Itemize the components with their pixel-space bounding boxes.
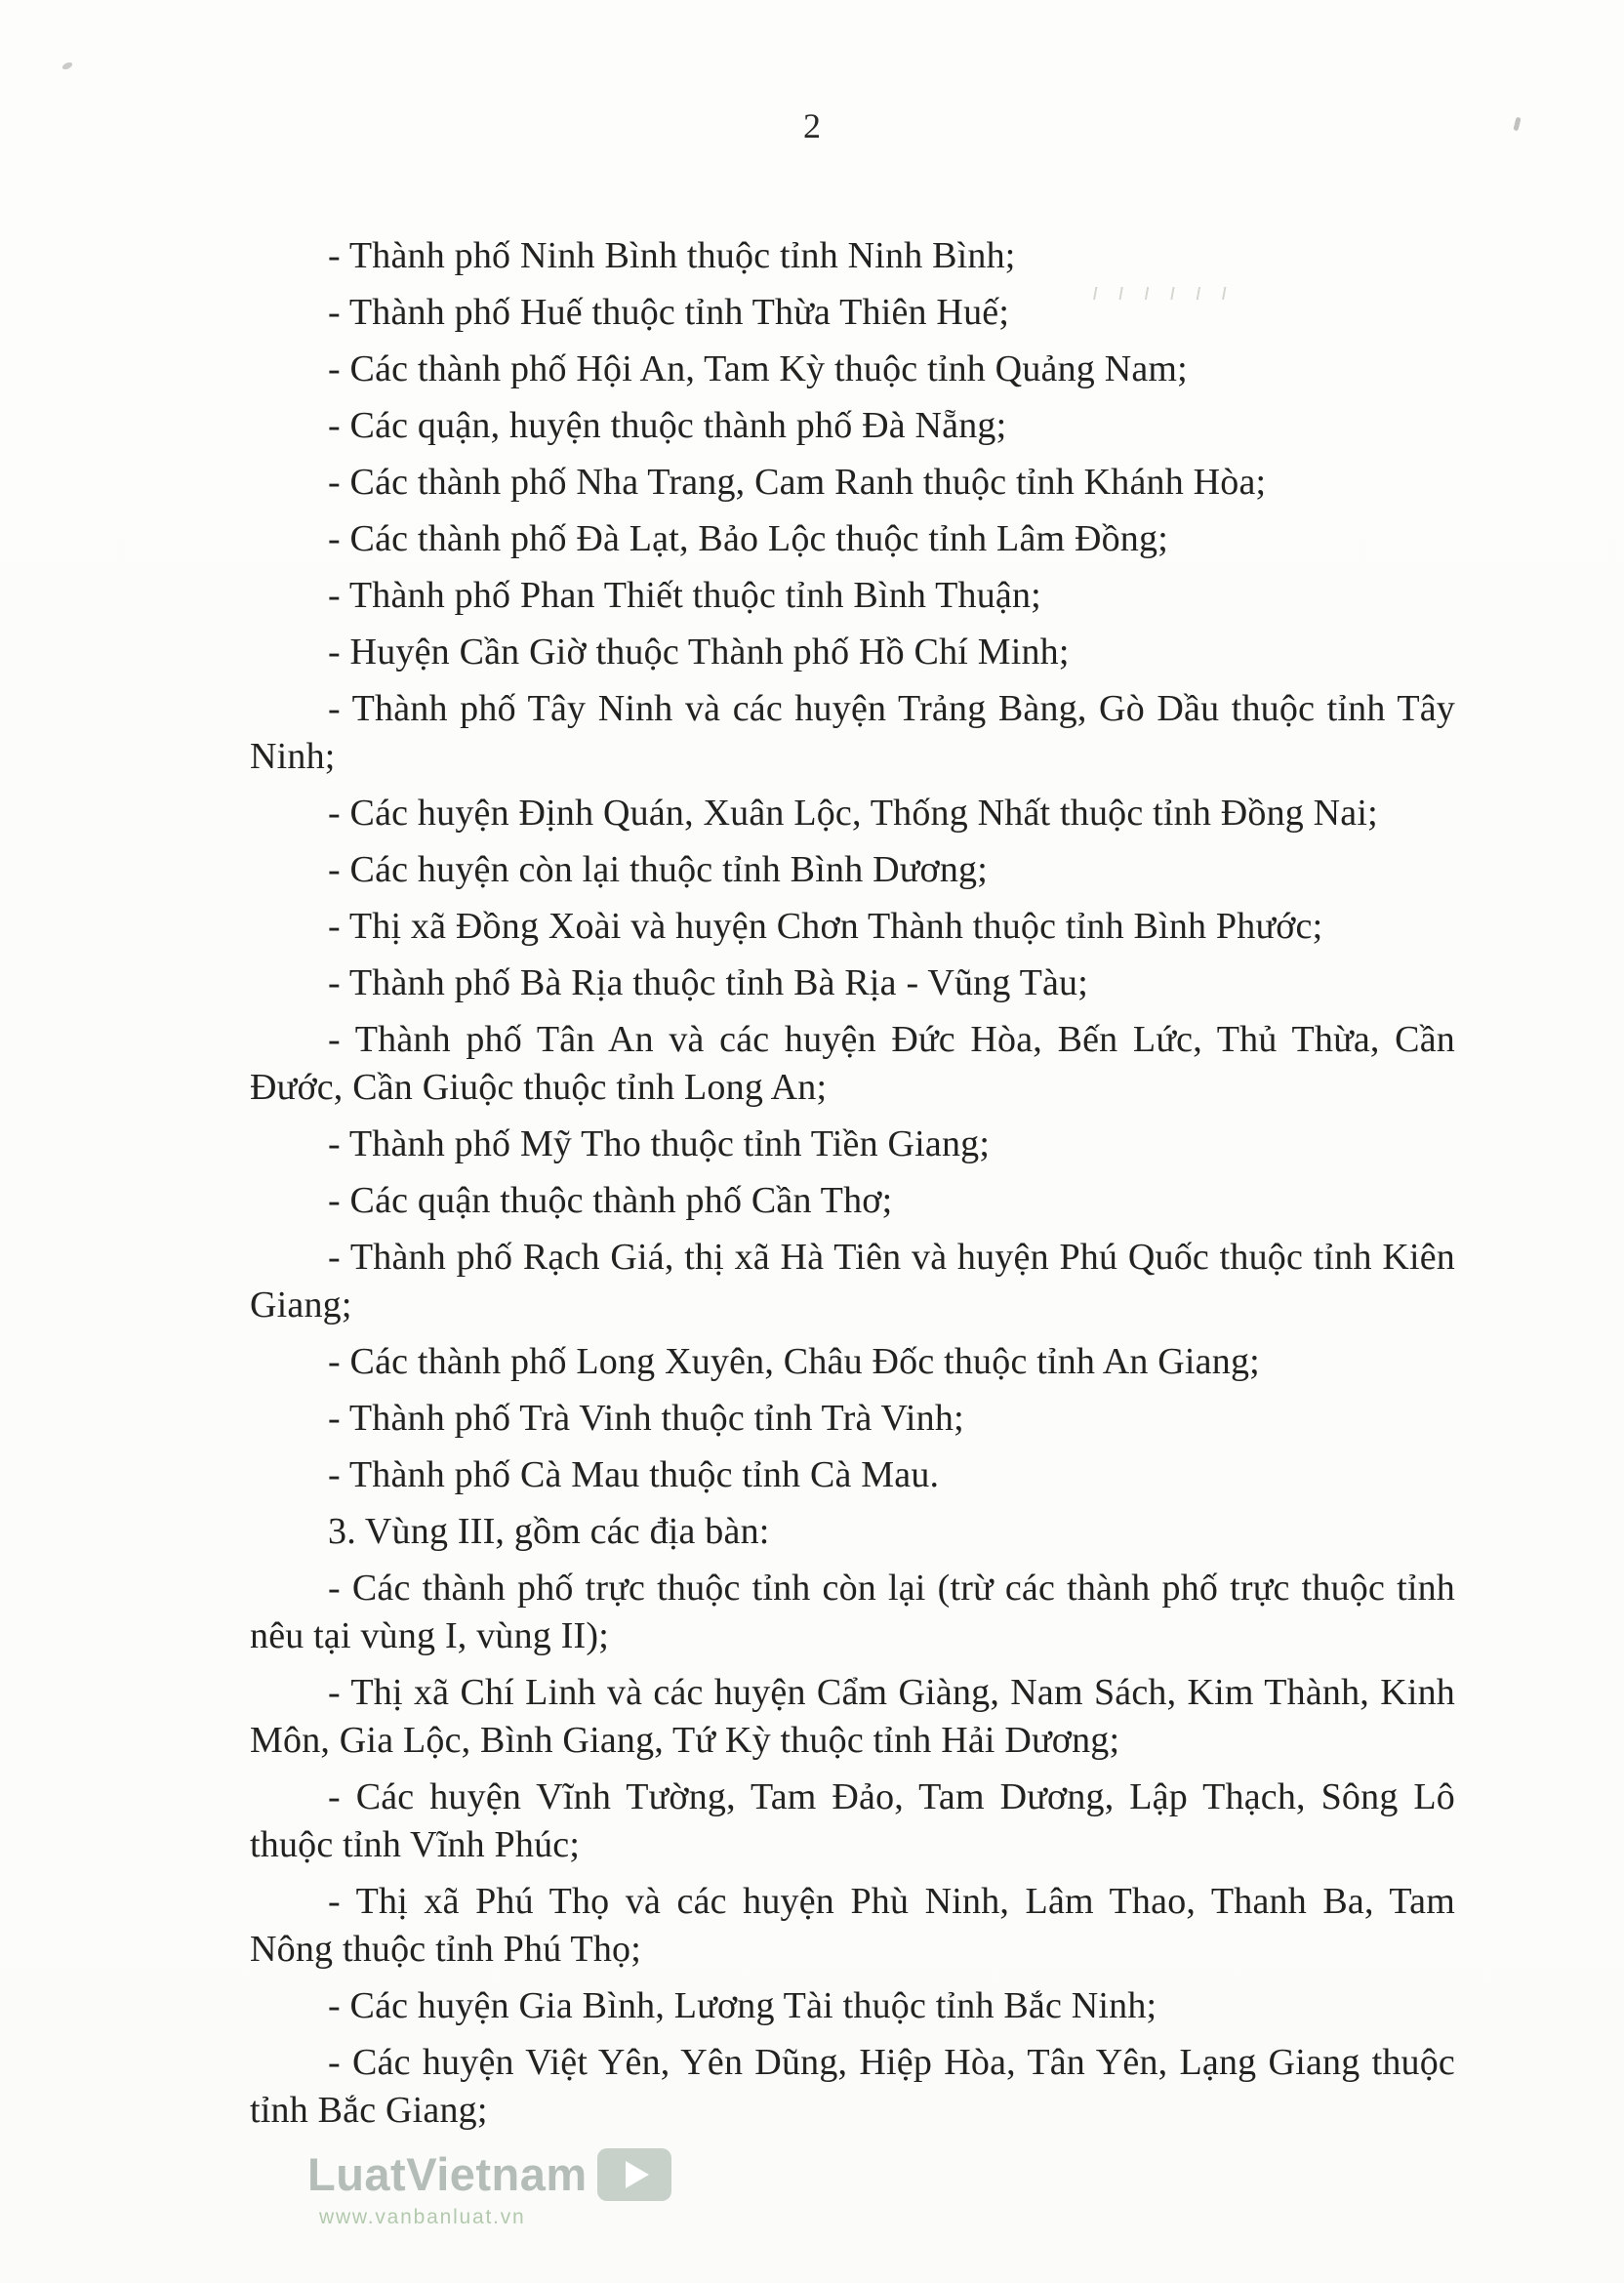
list-item: - Thành phố Tây Ninh và các huyện Trảng Bàng, Gò Dầu thuộc tỉnh Tây Ninh;	[250, 688, 1455, 777]
section-heading: 3. Vùng III, gồm các địa bàn:	[328, 1511, 770, 1552]
list-item: - Các huyện Gia Bình, Lương Tài thuộc tỉnh Bắc Ninh;	[328, 1985, 1157, 2026]
list-item: - Các quận, huyện thuộc thành phố Đà Nẵng;	[328, 405, 1007, 446]
list-item: - Các thành phố Hội An, Tam Kỳ thuộc tỉnh Quảng Nam;	[328, 348, 1188, 389]
list-item: - Thành phố Huế thuộc tỉnh Thừa Thiên Huế;	[328, 292, 1010, 333]
list-item: - Thành phố Bà Rịa thuộc tỉnh Bà Rịa - Vũng Tàu;	[328, 962, 1089, 1003]
watermark-arrow-icon	[597, 2148, 671, 2201]
list-item: - Các thành phố Đà Lạt, Bảo Lộc thuộc tỉnh Lâm Đồng;	[328, 518, 1168, 559]
list-item: - Các thành phố Nha Trang, Cam Ranh thuộc tỉnh Khánh Hòa;	[328, 462, 1267, 503]
list-item: - Các quận thuộc thành phố Cần Thơ;	[328, 1180, 893, 1221]
list-item: - Các huyện Việt Yên, Yên Dũng, Hiệp Hòa, Tân Yên, Lạng Giang thuộc tỉnh Bắc Giang;	[250, 2042, 1455, 2131]
list-item: - Thành phố Ninh Bình thuộc tỉnh Ninh Bình;	[328, 235, 1016, 276]
list-item: - Huyện Cần Giờ thuộc Thành phố Hồ Chí Minh;	[328, 632, 1070, 673]
list-item: - Thành phố Mỹ Tho thuộc tỉnh Tiền Giang;	[328, 1123, 991, 1164]
watermark-url: www.vanbanluat.vn	[319, 2206, 526, 2228]
list-item: - Các thành phố trực thuộc tỉnh còn lại (trừ các thành phố trực thuộc tỉnh nêu tại vùng I, vùng II);	[250, 1568, 1455, 1656]
watermark-logo-text: LuatVietnam	[307, 2148, 588, 2200]
list-item: - Các huyện Vĩnh Tường, Tam Đảo, Tam Dương, Lập Thạch, Sông Lô thuộc tỉnh Vĩnh Phúc;	[250, 1776, 1455, 1865]
document-body	[250, 232, 1455, 2143]
list-item: - Thành phố Phan Thiết thuộc tỉnh Bình Thuận;	[328, 575, 1041, 616]
list-item: - Các thành phố Long Xuyên, Châu Đốc thuộc tỉnh An Giang;	[328, 1341, 1260, 1382]
watermark	[307, 2147, 671, 2229]
list-item: - Các huyện còn lại thuộc tỉnh Bình Dương;	[328, 849, 988, 890]
list-item: - Thị xã Đồng Xoài và huyện Chơn Thành thuộc tỉnh Bình Phước;	[328, 906, 1323, 947]
list-item: - Các huyện Định Quán, Xuân Lộc, Thống Nhất thuộc tỉnh Đồng Nai;	[328, 793, 1378, 834]
watermark-logo	[307, 2147, 671, 2201]
arrow-right-icon	[626, 2161, 649, 2188]
list-item: - Thành phố Tân An và các huyện Đức Hòa, Bến Lức, Thủ Thừa, Cần Đước, Cần Giuộc thuộc tỉnh Long An;	[250, 1019, 1455, 1108]
list-item: - Thành phố Rạch Giá, thị xã Hà Tiên và huyện Phú Quốc thuộc tỉnh Kiên Giang;	[250, 1237, 1455, 1325]
list-item: - Thành phố Trà Vinh thuộc tỉnh Trà Vinh;	[328, 1398, 964, 1439]
page-number: 2	[803, 106, 821, 145]
scan-artifact	[61, 61, 74, 70]
list-item: - Thị xã Phú Thọ và các huyện Phù Ninh, Lâm Thao, Thanh Ba, Tam Nông thuộc tỉnh Phú Thọ;	[250, 1881, 1455, 1970]
list-item: - Thành phố Cà Mau thuộc tỉnh Cà Mau.	[328, 1454, 940, 1495]
list-item: - Thị xã Chí Linh và các huyện Cẩm Giàng, Nam Sách, Kim Thành, Kinh Môn, Gia Lộc, Bình Giang, Tứ Kỳ thuộc tỉnh Hải Dương;	[250, 1672, 1455, 1761]
